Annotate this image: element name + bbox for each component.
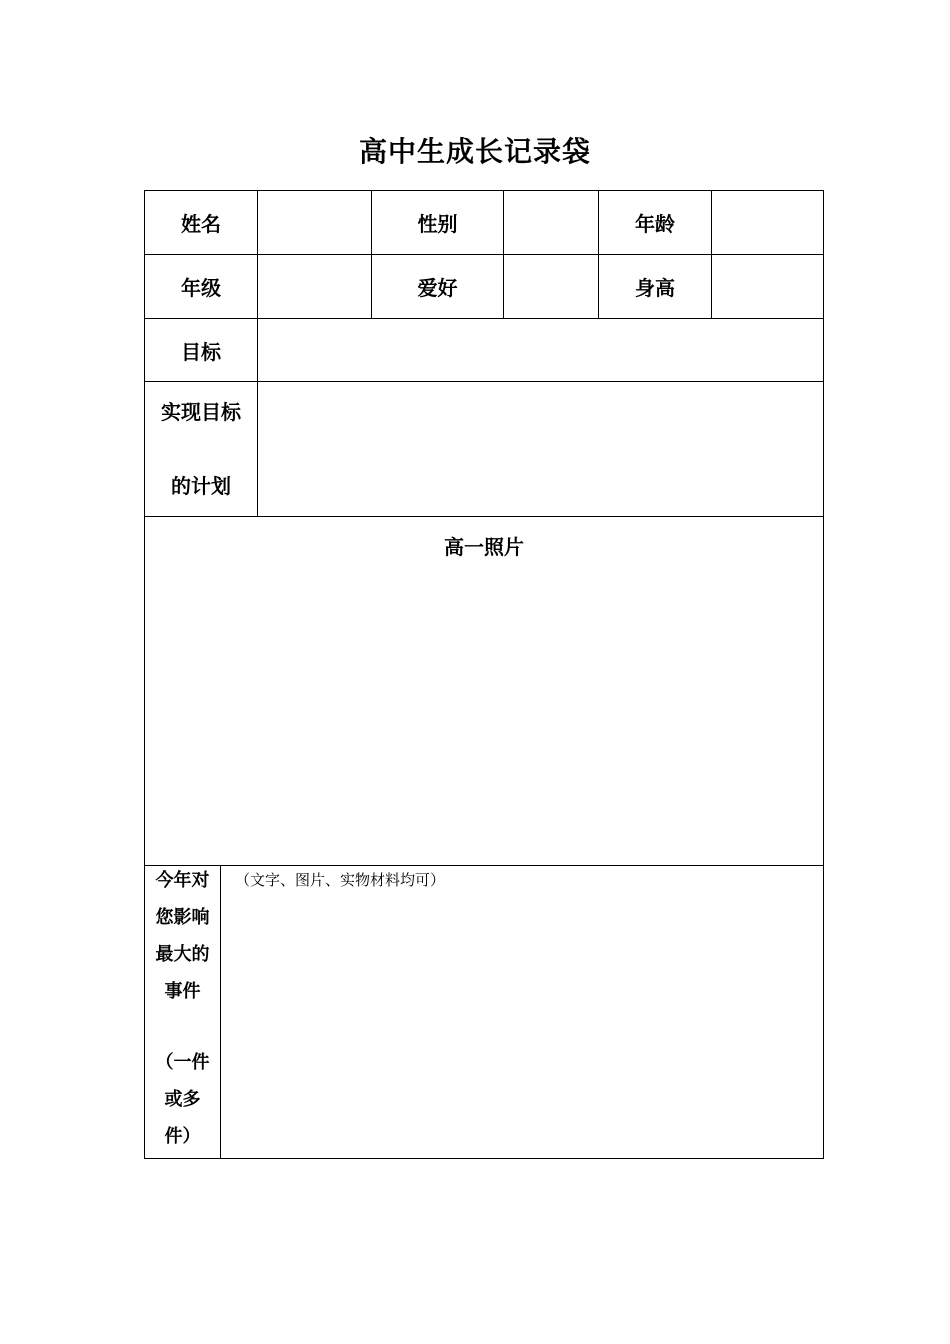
event-field[interactable] [221,891,823,1159]
hobby-label-cell [372,255,503,318]
goal-label: 目标 [181,339,221,364]
age-label: 年龄 [635,212,675,236]
height-label: 身高 [635,276,675,300]
event-label-line: （一件 [155,1052,210,1073]
photo-area[interactable] [145,561,823,865]
hobby-field[interactable] [504,255,598,318]
grade-label: 年级 [181,276,221,300]
gender-label-cell [372,191,503,254]
plan-label-line1: 实现目标 [161,400,241,424]
record-form [144,190,824,1159]
event-label-line: 或多 [164,1089,201,1110]
event-label-line: 今年对 [155,870,210,891]
grade-label-cell [145,255,257,318]
name-field[interactable] [258,191,371,254]
goal-field[interactable] [258,319,823,381]
plan-label-line2: 的计划 [171,474,231,498]
goal-label-cell [145,319,257,381]
grade-field[interactable] [258,255,371,318]
plan-field[interactable] [258,382,823,516]
event-label-line: 事件 [164,981,201,1002]
event-label [145,862,220,1155]
name-label-cell [145,191,257,254]
height-label-cell [599,255,711,318]
event-label-line: 您影响 [155,907,210,928]
page-title: 高中生成长记录袋 [358,135,591,168]
event-label-line: 件） [164,1126,201,1147]
row-divider [145,865,823,866]
row-divider [145,516,823,517]
height-field[interactable] [712,255,823,318]
name-label: 姓名 [181,212,221,236]
age-label-cell [599,191,711,254]
hobby-label: 爱好 [417,276,458,300]
age-field[interactable] [712,191,823,254]
event-label-line: 最大的 [155,944,210,965]
event-label-line [145,1010,220,1044]
gender-field[interactable] [504,191,598,254]
photo-label: 高一照片 [444,535,524,559]
gender-label: 性别 [417,212,458,236]
event-note: （文字、图片、实物材料均可） [235,871,446,889]
